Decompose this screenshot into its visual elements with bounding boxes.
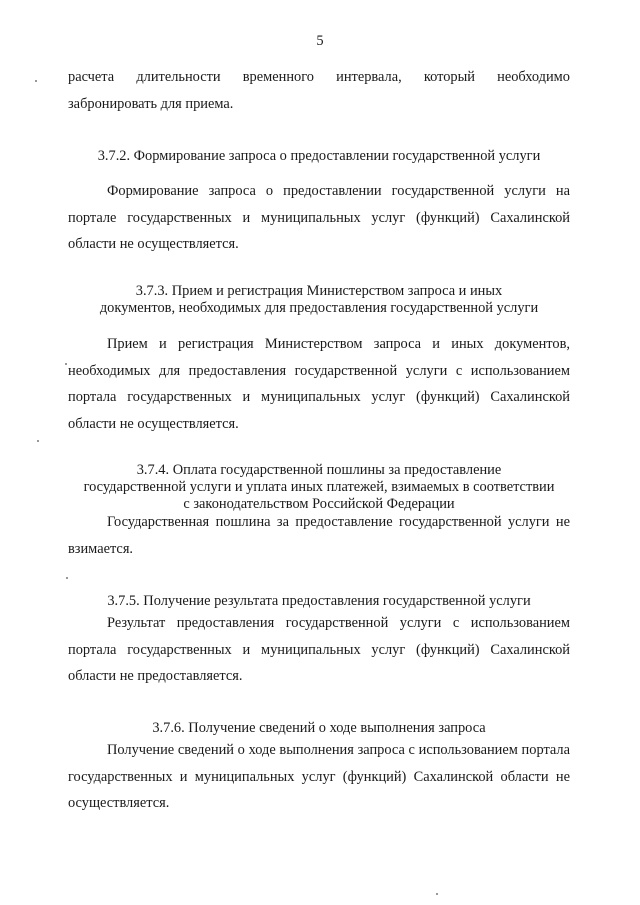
scan-speck (436, 893, 438, 895)
intro-word: который (423, 69, 475, 85)
section-heading-3-7-3-line-2: документов, необходимых для предоставления государственной услуги (99, 300, 539, 316)
intro-word: длительности (136, 69, 221, 85)
scan-speck (37, 440, 39, 442)
section-heading-3-7-3-line-1: 3.7.3. Прием и регистрация Министерством запроса и иных (135, 283, 503, 299)
intro-word: расчета (68, 69, 115, 85)
section-body-3-7-2: Формирование запроса о предоставлении государственной услуги на портале государственных и муниципальных услуг (функций) Сахалинской области не осуществляется. (68, 183, 570, 252)
page-number: 5 (316, 33, 324, 49)
section-heading-3-7-4-line-2: государственной услуги и уплата иных платежей, взимаемых в соответствии (83, 479, 555, 495)
section-heading-3-7-5: 3.7.5. Получение результата предоставления государственной услуги (107, 593, 531, 609)
section-body-3-7-5: Результат предоставления государственной услуги с использованием портала государственных и муниципальных услуг (функций) Сахалинской области не предоставляется. (68, 615, 570, 684)
section-heading-3-7-2: 3.7.2. Формирование запроса о предоставлении государственной услуги (97, 148, 541, 164)
section-body-3-7-6: Получение сведений о ходе выполнения запроса с использованием портала государственных и муниципальных услуг (функций) Сахалинской области не осуществляется. (68, 742, 570, 811)
section-heading-3-7-6: 3.7.6. Получение сведений о ходе выполнения запроса (152, 720, 486, 736)
section-body-3-7-4: Государственная пошлина за предоставление государственной услуги не взимается. (68, 514, 570, 557)
intro-line-2: забронировать для приема. (68, 96, 234, 112)
intro-word: необходимо (497, 69, 570, 85)
section-body-3-7-3: Прием и регистрация Министерством запроса и иных документов, необходимых для предоставления государственной услуги с использованием портала государственных и муниципальных услуг (функций) Сахалинской области не осуществляется. (68, 336, 570, 432)
intro-word: интервала, (336, 69, 402, 85)
section-heading-3-7-4-line-1: 3.7.4. Оплата государственной пошлины за предоставление (136, 462, 502, 478)
scan-speck (65, 363, 67, 365)
intro-word: временного (242, 69, 314, 85)
scan-speck (66, 577, 68, 579)
scan-speck (35, 80, 37, 82)
intro-line-1 (68, 69, 570, 86)
section-heading-3-7-4-line-3: с законодательством Российской Федерации (183, 496, 455, 512)
